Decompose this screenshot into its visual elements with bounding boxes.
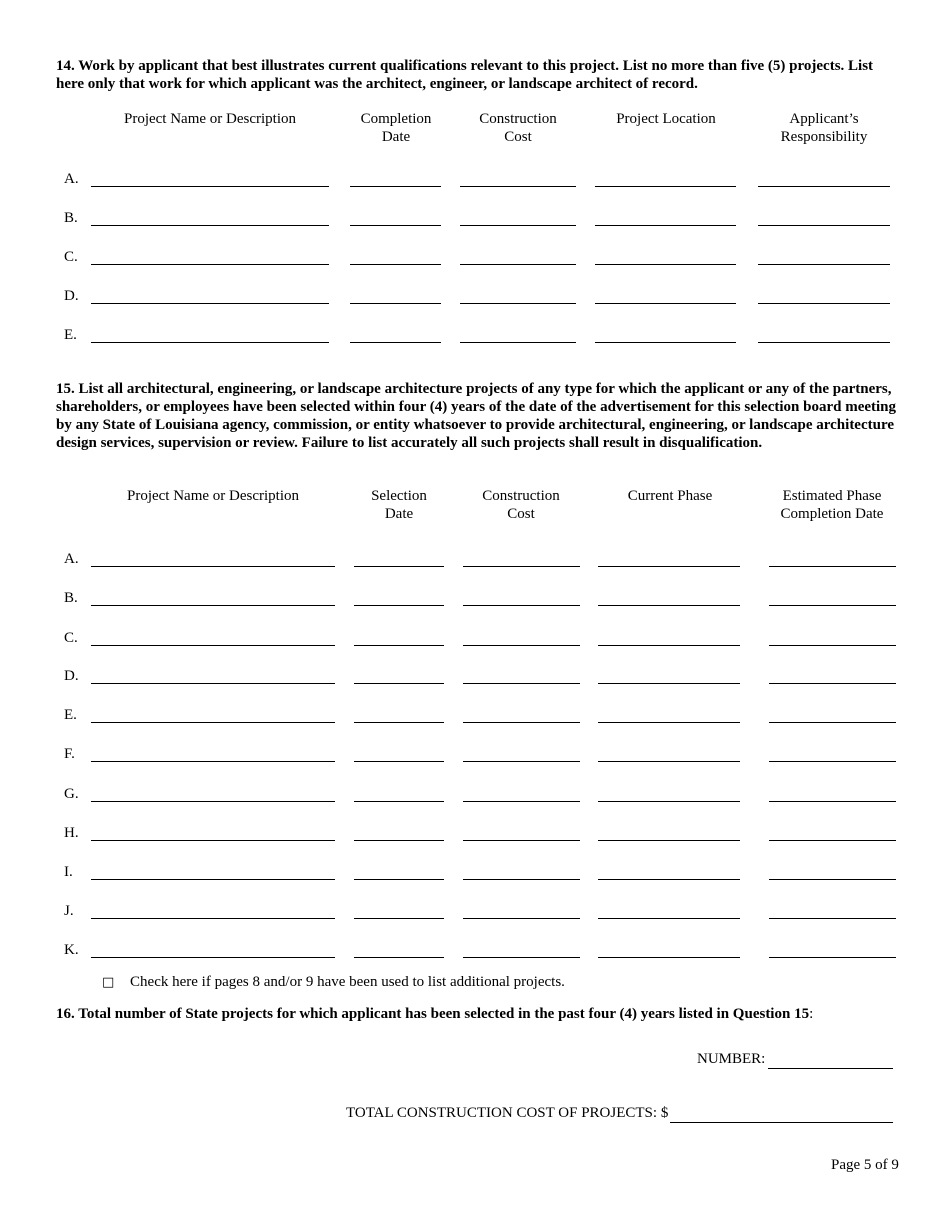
row-label: E. (64, 327, 77, 343)
entry-field[interactable] (460, 303, 576, 304)
column-header-line2: Cost (507, 506, 535, 522)
entry-field[interactable] (758, 342, 890, 343)
entry-field[interactable] (460, 225, 576, 226)
entry-field[interactable] (91, 264, 329, 265)
entry-field[interactable] (354, 645, 444, 646)
row-label: J. (64, 903, 74, 919)
entry-field[interactable] (463, 605, 580, 606)
entry-field[interactable] (354, 918, 444, 919)
entry-field[interactable] (91, 303, 329, 304)
entry-field[interactable] (598, 957, 740, 958)
column-header-line1: Estimated Phase (782, 488, 882, 504)
additional-pages-checkbox-row[interactable] (102, 974, 565, 991)
entry-field[interactable] (595, 303, 736, 304)
entry-field[interactable] (350, 303, 441, 304)
entry-field[interactable] (769, 840, 896, 841)
entry-field[interactable] (354, 801, 444, 802)
entry-field[interactable] (91, 918, 335, 919)
entry-field[interactable] (460, 264, 576, 265)
entry-field[interactable] (463, 918, 580, 919)
entry-field[interactable] (769, 683, 896, 684)
question-15-text: 15. List all architectural, engineering, or landscape architecture projects of any type for which the applicant or any of the partners, shareholders, or employees have been selected within four (4) years of the date of the advertisement for this selection board meeting by any State of Louisiana agency, commission, or entity whatsoever to provide architectural, engineering, or landscape architecture design services, supervision or review. Failure to list accurately all such projects shall result in disqualification. (56, 381, 897, 451)
row-label: E. (64, 707, 77, 723)
column-header-line1: Selection (371, 488, 427, 504)
entry-field[interactable] (91, 605, 335, 606)
entry-field[interactable] (769, 801, 896, 802)
entry-field[interactable] (460, 186, 576, 187)
column-header (120, 110, 300, 128)
entry-field[interactable] (598, 840, 740, 841)
entry-field[interactable] (758, 303, 890, 304)
column-header-line1: Project Location (616, 111, 716, 127)
row-label: C. (64, 249, 78, 265)
entry-field[interactable] (598, 918, 740, 919)
column-header (576, 110, 756, 128)
entry-field[interactable] (595, 264, 736, 265)
column-header-line1: Construction (479, 111, 557, 127)
entry-field[interactable] (598, 761, 740, 762)
entry-field[interactable] (769, 761, 896, 762)
entry-field[interactable] (91, 342, 329, 343)
additional-pages-label: Check here if pages 8 and/or 9 have been used to list additional projects. (130, 974, 565, 990)
entry-field[interactable] (91, 722, 335, 723)
entry-field[interactable] (91, 840, 335, 841)
entry-field[interactable] (350, 225, 441, 226)
row-label: F. (64, 746, 75, 762)
entry-field[interactable] (354, 722, 444, 723)
entry-field[interactable] (354, 683, 444, 684)
total-cost-field[interactable] (670, 1122, 893, 1123)
entry-field[interactable] (598, 645, 740, 646)
entry-field[interactable] (460, 342, 576, 343)
entry-field[interactable] (598, 683, 740, 684)
entry-field[interactable] (354, 566, 444, 567)
entry-field[interactable] (598, 566, 740, 567)
entry-field[interactable] (463, 957, 580, 958)
entry-field[interactable] (769, 605, 896, 606)
entry-field[interactable] (598, 722, 740, 723)
column-header-line1: Completion (360, 111, 432, 127)
entry-field[interactable] (91, 879, 335, 880)
entry-field[interactable] (354, 761, 444, 762)
column-header-line1: Project Name or Description (126, 488, 300, 504)
column-header (123, 487, 303, 505)
entry-field[interactable] (463, 840, 580, 841)
entry-field[interactable] (463, 683, 580, 684)
entry-field[interactable] (595, 186, 736, 187)
entry-field[interactable] (758, 186, 890, 187)
row-label: B. (64, 210, 78, 226)
entry-field[interactable] (91, 801, 335, 802)
entry-field[interactable] (91, 225, 329, 226)
entry-field[interactable] (758, 225, 890, 226)
row-label: A. (64, 551, 79, 567)
column-header-line2: Date (381, 129, 411, 145)
entry-field[interactable] (463, 761, 580, 762)
entry-field[interactable] (595, 342, 736, 343)
entry-field[interactable] (463, 879, 580, 880)
column-header-line1: Project Name or Description (123, 111, 297, 127)
entry-field[interactable] (463, 801, 580, 802)
entry-field[interactable] (769, 918, 896, 919)
entry-field[interactable] (769, 722, 896, 723)
entry-field[interactable] (350, 342, 441, 343)
column-header-line2: Cost (504, 129, 532, 145)
entry-field[interactable] (769, 645, 896, 646)
row-label: D. (64, 668, 79, 684)
entry-field[interactable] (354, 840, 444, 841)
column-header (734, 110, 914, 146)
question-16 (56, 1006, 901, 1023)
entry-field[interactable] (758, 264, 890, 265)
row-label: D. (64, 288, 79, 304)
row-label: C. (64, 630, 78, 646)
column-header-line2: Responsibility (780, 129, 868, 145)
column-header-line1: Applicant’s (789, 111, 859, 127)
question-14-text: 14. Work by applicant that best illustrates current qualifications relevant to this project. List no more than five (5) projects. List here only that work for which applicant was the architect, engineer, or landscape architect of record. (56, 58, 874, 92)
question-16-text: 16. Total number of State projects for which applicant has been selected in the past four (4) years listed in Question 15 (56, 1006, 810, 1022)
row-label: A. (64, 171, 79, 187)
entry-field[interactable] (350, 264, 441, 265)
entry-field[interactable] (598, 879, 740, 880)
additional-pages-checkbox[interactable]: □ (102, 975, 115, 990)
number-field[interactable] (768, 1068, 893, 1069)
entry-field[interactable] (350, 186, 441, 187)
row-label: K. (64, 942, 79, 958)
entry-field[interactable] (91, 761, 335, 762)
entry-field[interactable] (354, 605, 444, 606)
entry-field[interactable] (354, 957, 444, 958)
entry-field[interactable] (595, 225, 736, 226)
entry-field[interactable] (769, 879, 896, 880)
column-header (580, 487, 760, 505)
column-header-line2: Completion Date (780, 506, 884, 522)
row-label: H. (64, 825, 79, 841)
entry-field[interactable] (91, 566, 335, 567)
page-number: Page 5 of 9 (831, 1157, 899, 1173)
row-label: G. (64, 786, 79, 802)
entry-field[interactable] (463, 722, 580, 723)
column-header-line1: Current Phase (627, 488, 713, 504)
entry-field[interactable] (598, 605, 740, 606)
column-header-line1: Construction (482, 488, 560, 504)
entry-field[interactable] (463, 566, 580, 567)
total-cost-label: TOTAL CONSTRUCTION COST OF PROJECTS: $ (346, 1105, 669, 1121)
entry-field[interactable] (354, 879, 444, 880)
column-header-line2: Date (384, 506, 414, 522)
number-label: NUMBER: (697, 1051, 766, 1067)
column-header (742, 487, 922, 523)
row-label: I. (64, 864, 73, 880)
entry-field[interactable] (769, 566, 896, 567)
entry-field[interactable] (91, 683, 335, 684)
entry-field[interactable] (91, 957, 335, 958)
row-label: B. (64, 590, 78, 606)
entry-field[interactable] (463, 645, 580, 646)
question-16-colon: : (809, 1006, 814, 1022)
entry-field[interactable] (91, 645, 335, 646)
entry-field[interactable] (91, 186, 329, 187)
entry-field[interactable] (769, 957, 896, 958)
entry-field[interactable] (598, 801, 740, 802)
